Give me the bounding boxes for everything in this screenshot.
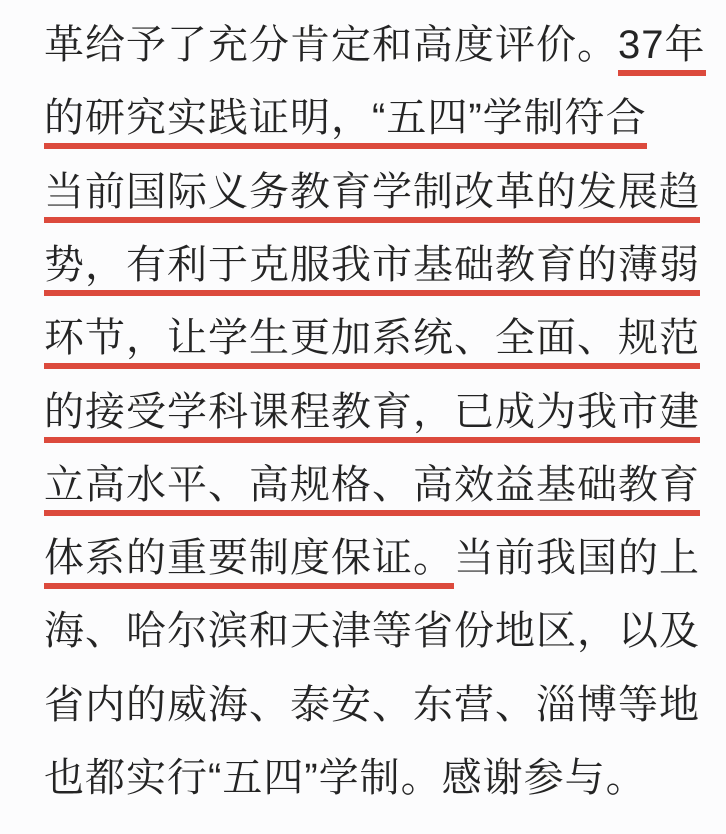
underlined-text: 环节，让学生更加系统、全面、规范 bbox=[44, 316, 700, 369]
underlined-text: 37年 bbox=[618, 23, 706, 76]
text-line bbox=[44, 240, 716, 290]
underlined-text: 的接受学科课程教育，已成为我市建 bbox=[44, 390, 700, 443]
underlined-text: 的研究实践证明，“五四”学制符合 bbox=[44, 96, 647, 149]
plain-text: 省内的威海、泰安、东营、淄博等地 bbox=[44, 682, 700, 727]
underlined-text: 势，有利于克服我市基础教育的薄弱 bbox=[44, 243, 700, 296]
text-line bbox=[44, 460, 716, 510]
plain-text: 当前我国的上 bbox=[454, 536, 700, 581]
text-line bbox=[44, 606, 716, 656]
text-line bbox=[44, 93, 716, 143]
plain-text: 革给予了充分肯定和高度评价。 bbox=[44, 23, 618, 67]
text-line bbox=[44, 753, 716, 803]
underlined-text: 立高水平、高规格、高效益基础教育 bbox=[44, 463, 700, 516]
text-line bbox=[44, 533, 716, 583]
text-line bbox=[44, 387, 716, 437]
underlined-text: 体系的重要制度保证。 bbox=[44, 536, 454, 589]
underlined-text: 当前国际义务教育学制改革的发展趋 bbox=[44, 170, 700, 223]
text-line bbox=[44, 167, 716, 217]
text-line bbox=[44, 680, 716, 730]
text-line bbox=[44, 313, 716, 363]
plain-text: 也都实行“五四”学制。感谢参与。 bbox=[44, 756, 647, 800]
plain-text: 海、哈尔滨和天津等省份地区，以及 bbox=[44, 609, 700, 654]
text-line bbox=[44, 20, 716, 70]
